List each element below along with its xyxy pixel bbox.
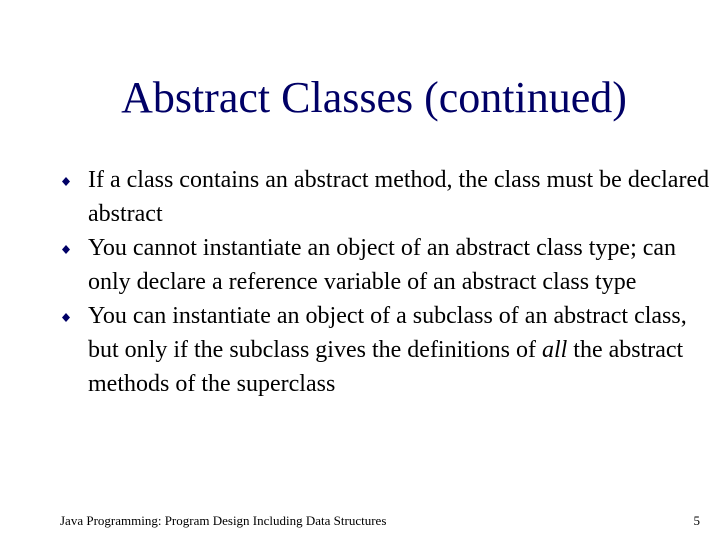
bullet-text [88,235,676,295]
footer-text: Java Programming: Program Design Including Data Structures [60,513,387,528]
bullet-text-segment: If a class contains an abstract method, the class must be declared abstract [88,167,710,227]
bullet-text [88,303,687,397]
slide-title: Abstract Classes (continued) [121,73,627,122]
bullet-text-segment: the abstract methods of the superclass [88,337,684,397]
bullet-item [60,299,710,401]
bullet-item [60,163,710,231]
bullet-list [60,163,710,401]
diamond-bullet-icon [62,231,76,265]
bullet-text-emphasis: all [541,337,568,363]
diamond-bullet-icon [62,299,76,333]
page-number: 5 [693,513,700,528]
bullet-text-segment: You cannot instantiate an object of an abstract class type; can only declare a reference variable of an abstract class type [88,235,677,295]
diamond-bullet-icon [62,163,76,197]
bullet-text-segment: You can instantiate an object of a subclass of an abstract class, but only if the subclass gives the definitions of [88,303,687,363]
bullet-item [60,231,710,299]
bullet-text [88,167,709,227]
